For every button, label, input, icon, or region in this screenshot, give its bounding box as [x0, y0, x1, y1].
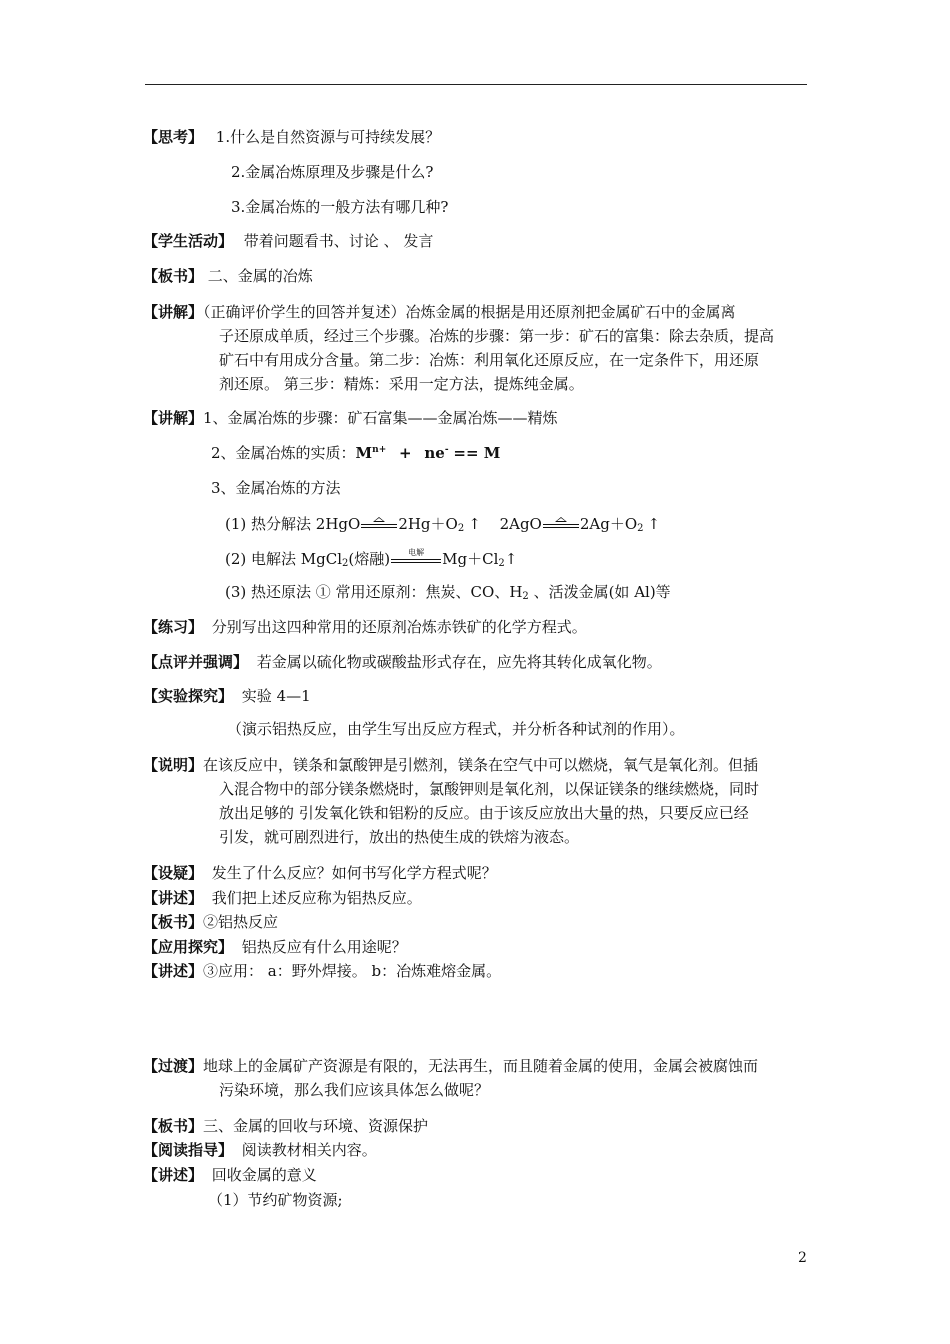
method-1b-reactant: 2AgO: [499, 515, 542, 533]
student-activity-text: 带着问题看书、讨论 、 发言: [243, 232, 434, 250]
formula-m-charge: n+: [372, 445, 387, 455]
note-line-4: 引发，就可剧烈进行，放出的热使生成的铁熔为液态。: [219, 828, 580, 846]
method-2-label: (2) 电解法 MgCl: [225, 550, 343, 568]
explain-step-2-label: 2、金属冶炼的实质：: [211, 444, 356, 462]
formula-product: == M: [453, 444, 501, 462]
explain-para-line-4: 剂还原。 第三步：精炼：采用一定方法，提炼纯金属。: [219, 375, 584, 393]
board-heading-2: [143, 912, 278, 932]
application-tag: 【应用探究】: [143, 938, 234, 956]
student-activity: [143, 231, 433, 251]
experiment: [143, 686, 311, 706]
method-1b-up-arrow: ↑: [647, 515, 661, 533]
lecture-3: [143, 1165, 317, 1185]
transition-line-2: 污染环境，那么我们应该具体怎么做呢？: [219, 1081, 490, 1099]
application: [143, 937, 407, 957]
explain-step-3: 3、金属冶炼的方法: [211, 479, 341, 497]
lecture-text-1: 我们把上述反应称为铝热反应。: [211, 889, 422, 907]
method-2-products: Mg＋Cl: [442, 550, 499, 568]
lecture-2: [143, 961, 501, 981]
method-1b-products: 2Ag＋O: [579, 515, 638, 533]
note-line-1: [143, 755, 758, 775]
think-question-3: 3.金属冶炼的一般方法有哪几种?: [231, 198, 449, 216]
method-2-up-arrow: ↑: [504, 550, 518, 568]
heat-condition-sign: [361, 518, 397, 532]
page-number: 2: [798, 1250, 807, 1266]
formula-electron-charge: -: [444, 445, 449, 455]
comment-tag: 【点评并强调】: [143, 653, 249, 671]
board-tag-2: 【板书】: [143, 913, 204, 931]
method-thermal-reduction: [225, 582, 671, 605]
think-line-1: [143, 127, 440, 147]
explain-para-text-1: （正确评价学生的回答并复述）冶炼金属的根据是用还原剂把金属矿石中的金属离: [203, 303, 736, 321]
think-tag: 【思考】: [143, 128, 204, 146]
note-line-3: 放出足够的 引发氧化铁和铝粉的反应。由于该反应放出大量的热，只要反应已经: [219, 804, 749, 822]
board-text-1: 二、金属的冶炼: [207, 267, 313, 285]
question: [143, 863, 497, 883]
method-2-state: (熔融): [348, 550, 391, 568]
method-1-label: (1) 热分解法 2HgO: [225, 515, 361, 533]
lecture-tag-1: 【讲述】: [143, 889, 204, 907]
transition-tag: 【过渡】: [143, 1057, 204, 1075]
practice-text: 分别写出这四种常用的还原剂冶炼赤铁矿的化学方程式。: [211, 618, 587, 636]
comment: [143, 652, 662, 672]
method-1b-sub: 2: [637, 523, 644, 534]
experiment-tag: 【实验探究】: [143, 687, 234, 705]
explain-para-line-1: [143, 302, 736, 322]
think-question-1: 1.什么是自然资源与可持续发展？: [215, 128, 441, 146]
application-text: 铝热反应有什么用途呢？: [241, 938, 407, 956]
lecture-1: [143, 888, 422, 908]
board-tag-1: 【板书】: [143, 267, 204, 285]
method-1-products: 2Hg＋O: [398, 515, 458, 533]
board-text-3: 三、金属的回收与环境、资源保护: [203, 1117, 429, 1135]
method-1-sub: 2: [457, 523, 465, 534]
experiment-demo: （演示铝热反应，由学生写出反应方程式，并分析各种试剂的作用）。: [227, 720, 685, 738]
note-text-1: 在该反应中，镁条和氯酸钾是引燃剂，镁条在空气中可以燃烧，氧气是氧化剂。但插: [203, 756, 759, 774]
explain-tag-1: 【讲解】: [143, 303, 204, 321]
method-2-sub: 2: [342, 558, 349, 569]
formula-ne: ne: [424, 444, 445, 462]
student-activity-tag: 【学生活动】: [143, 232, 234, 250]
heat-condition-sign-2: [543, 518, 579, 532]
method-3-sub: 2: [522, 591, 529, 602]
formula-m: M: [355, 444, 373, 462]
board-heading-1: [143, 266, 313, 286]
explain-step-1: [143, 408, 558, 428]
board-text-2: ②铝热反应: [203, 913, 279, 931]
formula-plus: +: [399, 444, 412, 462]
note-line-2: 入混合物中的部分镁条燃烧时，氯酸钾则是氧化剂，以保证镁条的继续燃烧，同时: [219, 780, 760, 798]
experiment-text: 实验 4—1: [241, 687, 311, 705]
explain-tag-2: 【讲解】: [143, 409, 204, 427]
explain-para-line-3: 矿石中有用成分含量。第二步：冶炼：利用氧化还原反应，在一定条件下，用还原: [219, 351, 760, 369]
reading-guide: [143, 1140, 377, 1160]
transition-text-1: 地球上的金属矿产资源是有限的，无法再生，而且随着金属的使用，金属会被腐蚀而: [203, 1057, 759, 1075]
explain-para-line-2: 子还原成单质，经过三个步骤。冶炼的步骤：第一步：矿石的富集：除去杂质，提高: [219, 327, 775, 345]
question-text: 发生了什么反应？如何书写化学方程式呢？: [211, 864, 497, 882]
practice: [143, 617, 587, 637]
list-item-1: （1）节约矿物资源;: [208, 1191, 343, 1209]
explain-step-2: [211, 443, 500, 463]
method-thermal-decomposition: [225, 514, 660, 537]
method-1-up-arrow: ↑: [468, 515, 481, 533]
method-2-product-sub: 2: [498, 558, 505, 569]
comment-text: 若金属以硫化物或碳酸盐形式存在，应先将其转化成氧化物。: [256, 653, 662, 671]
board-tag-3: 【板书】: [143, 1117, 204, 1135]
header-rule: [145, 84, 807, 85]
explain-step-1-text: 1、金属冶炼的步骤：矿石富集——金属冶炼——精炼: [203, 409, 558, 427]
practice-tag: 【练习】: [143, 618, 204, 636]
think-question-2: 2.金属冶炼原理及步骤是什么?: [231, 163, 434, 181]
reading-text: 阅读教材相关内容。: [241, 1141, 377, 1159]
board-heading-3: [143, 1116, 428, 1136]
lecture-text-3: 回收金属的意义: [211, 1166, 317, 1184]
electrolysis-condition-sign: 电解: [391, 553, 441, 567]
method-3-rest: 、活泼金属(如 Al)等: [533, 583, 671, 601]
lecture-text-2: ③应用： a：野外焊接。 b：冶炼难熔金属。: [203, 962, 502, 980]
reading-tag: 【阅读指导】: [143, 1141, 234, 1159]
lecture-tag-2: 【讲述】: [143, 962, 204, 980]
question-tag: 【设疑】: [143, 864, 204, 882]
lecture-tag-3: 【讲述】: [143, 1166, 204, 1184]
transition-line-1: [143, 1056, 758, 1076]
method-3-label: (3) 热还原法 ① 常用还原剂：焦炭、CO、H: [225, 583, 523, 601]
note-tag: 【说明】: [143, 756, 204, 774]
method-electrolysis: [225, 549, 517, 572]
